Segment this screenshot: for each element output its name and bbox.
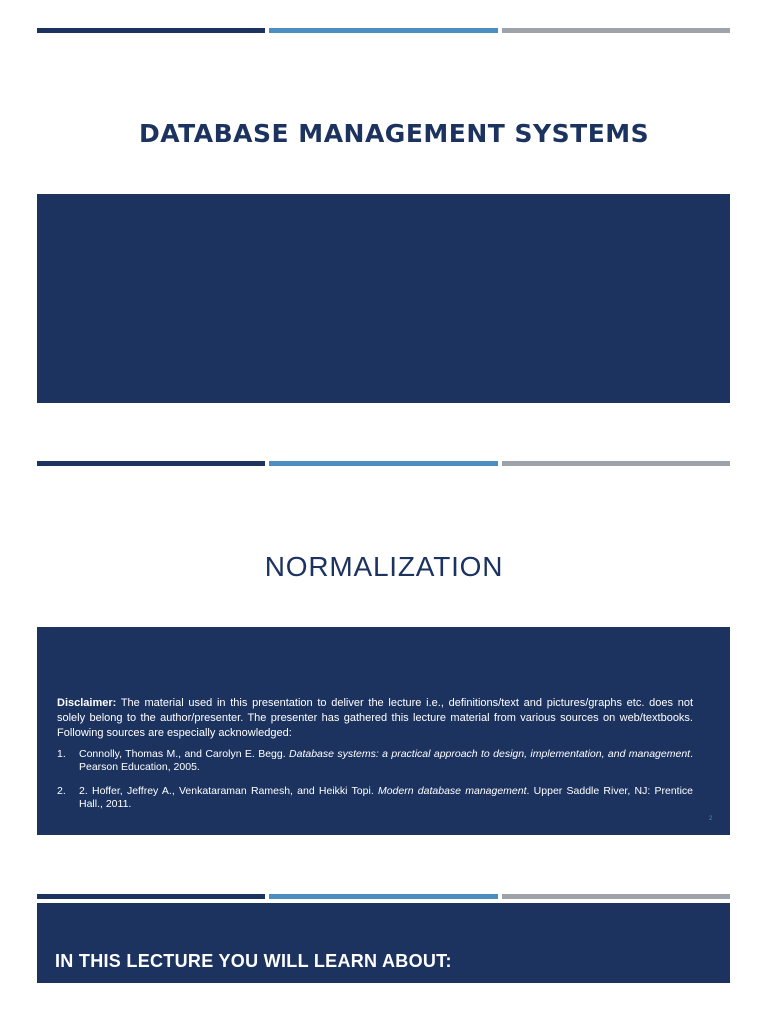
slide-3-accent-bars [37, 894, 730, 899]
reference-publisher: . Upper Saddle River, NJ: Prentice Hall., 2011. [79, 785, 693, 810]
slide-number: 2 [709, 816, 713, 822]
slide-2-accent-bars [37, 461, 730, 466]
slide-1-title: DATABASE MANAGEMENT SYSTEMS [139, 119, 650, 148]
accent-bar-gray [502, 461, 730, 466]
disclaimer-label: Disclaimer: [57, 697, 117, 709]
accent-bar-gray [502, 28, 730, 33]
accent-bar-navy [37, 461, 265, 466]
accent-bar-blue [269, 28, 497, 33]
slide-1-content-block [37, 194, 730, 403]
slide-1-accent-bars [37, 28, 730, 33]
reference-title: Modern database management [377, 785, 527, 797]
reference-authors: 2. Hoffer, Jeffrey A., Venkataraman Ramesh, and Heikki Topi. [79, 785, 378, 797]
reference-publisher: . Pearson Education, 2005. [79, 748, 693, 773]
accent-bar-blue [269, 461, 497, 466]
slide-2-title: NORMALIZATION [264, 551, 504, 582]
accent-bar-blue [269, 894, 497, 899]
reference-number: 2. [57, 785, 66, 797]
reference-list [57, 748, 693, 811]
slide-3-title: IN THIS LECTURE YOU WILL LEARN ABOUT: [55, 951, 452, 971]
reference-authors: Connolly, Thomas M., and Carolyn E. Begg. [79, 748, 290, 760]
accent-bar-navy [37, 28, 265, 33]
disclaimer-body: The material used in this presentation to deliver the lecture i.e., definitions/text and pictures/graphs etc. does not solely belong to the author/presenter. The presenter has gathered this lecture material from various sources on web/textbooks. Following sources are especially acknowledged: [57, 697, 693, 739]
disclaimer-paragraph [57, 696, 693, 741]
accent-bar-gray [502, 894, 730, 899]
accent-bar-navy [37, 894, 265, 899]
reference-item [57, 785, 693, 811]
reference-title: Database systems: a practical approach to design, implementation, and management [289, 748, 691, 760]
reference-number: 1. [57, 748, 66, 760]
reference-item [57, 748, 693, 774]
disclaimer-text-block [57, 696, 693, 822]
